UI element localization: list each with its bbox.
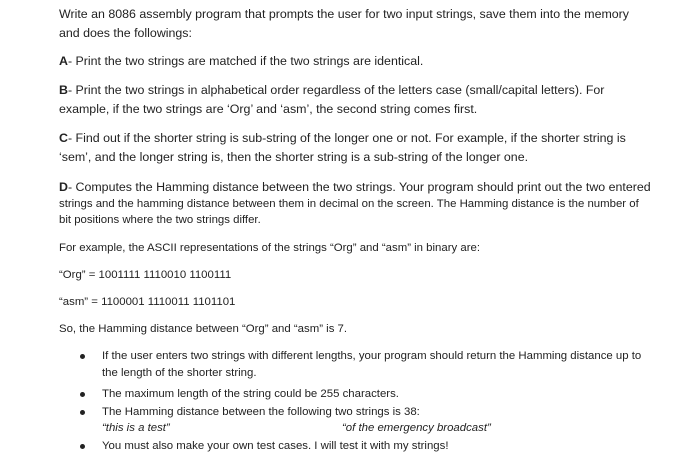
bullet-3: The Hamming distance between the following two strings is 38: — [102, 406, 420, 418]
bullet-dot-2 — [80, 392, 85, 397]
bullet-1-line-2: the length of the shorter string. — [102, 367, 257, 379]
part-c-line-2: ‘sem’, and the longer string is, then the shorter string is a sub-string of the longer one. — [59, 150, 529, 164]
example-result: So, the Hamming distance between “Org” and “asm” is 7. — [59, 323, 348, 335]
bullet-dot-1 — [80, 354, 85, 359]
bullet-4: You must also make your own test cases. I will test it with my strings! — [102, 440, 449, 452]
example-asm-binary: “asm” = 1100001 1110011 1101101 — [59, 296, 236, 308]
part-d-label: D — [59, 180, 68, 194]
intro-line-1: Write an 8086 assembly program that prompts the user for two input strings, save them into the memory — [59, 7, 629, 21]
part-c-label: C — [59, 131, 68, 145]
bullet-2: The maximum length of the string could be 255 characters. — [102, 388, 399, 400]
part-d-line-1 — [59, 180, 651, 194]
intro-line-2: and does the followings: — [59, 26, 192, 40]
part-c-text-1: - Find out if the shorter string is sub-string of the longer one or not. For example, if the shorter string is — [67, 131, 626, 145]
example-intro: For example, the ASCII representations of the strings “Org” and “asm” in binary are: — [59, 242, 481, 254]
test-string-2: “of the emergency broadcast” — [342, 422, 491, 434]
part-a-label: A — [59, 54, 68, 68]
bullet-dot-3 — [80, 410, 85, 415]
bullet-3-strings — [102, 421, 662, 435]
part-b-label: B — [59, 83, 68, 97]
part-b-text-1: - Print the two strings in alphabetical order regardless of the letters case (small/capital letters). For — [67, 83, 605, 97]
bullet-dot-4 — [80, 444, 85, 449]
test-string-1: “this is a test” — [102, 422, 170, 434]
bullet-1-line-1: If the user enters two strings with different lengths, your program should return the Hamming distance up to — [102, 350, 642, 362]
part-c-line-1 — [59, 131, 626, 145]
part-d-line-3: bit positions where the two strings differ. — [59, 214, 261, 226]
example-org-binary: “Org” = 1001111 1110010 1100111 — [59, 269, 232, 281]
part-b-line-1 — [59, 83, 604, 97]
part-a-text: - Print the two strings are matched if the two strings are identical. — [67, 54, 424, 68]
part-a — [59, 54, 423, 68]
part-d-line-2: strings and the hamming distance between them in decimal on the screen. The Hamming distance is the number of — [59, 198, 639, 210]
part-b-line-2: example, if the two strings are ‘Org’ and ‘asm’, the second string comes first. — [59, 102, 478, 116]
part-d-text-1: - Computes the Hamming distance between the two strings. Your program should print out the two entered — [67, 180, 651, 194]
